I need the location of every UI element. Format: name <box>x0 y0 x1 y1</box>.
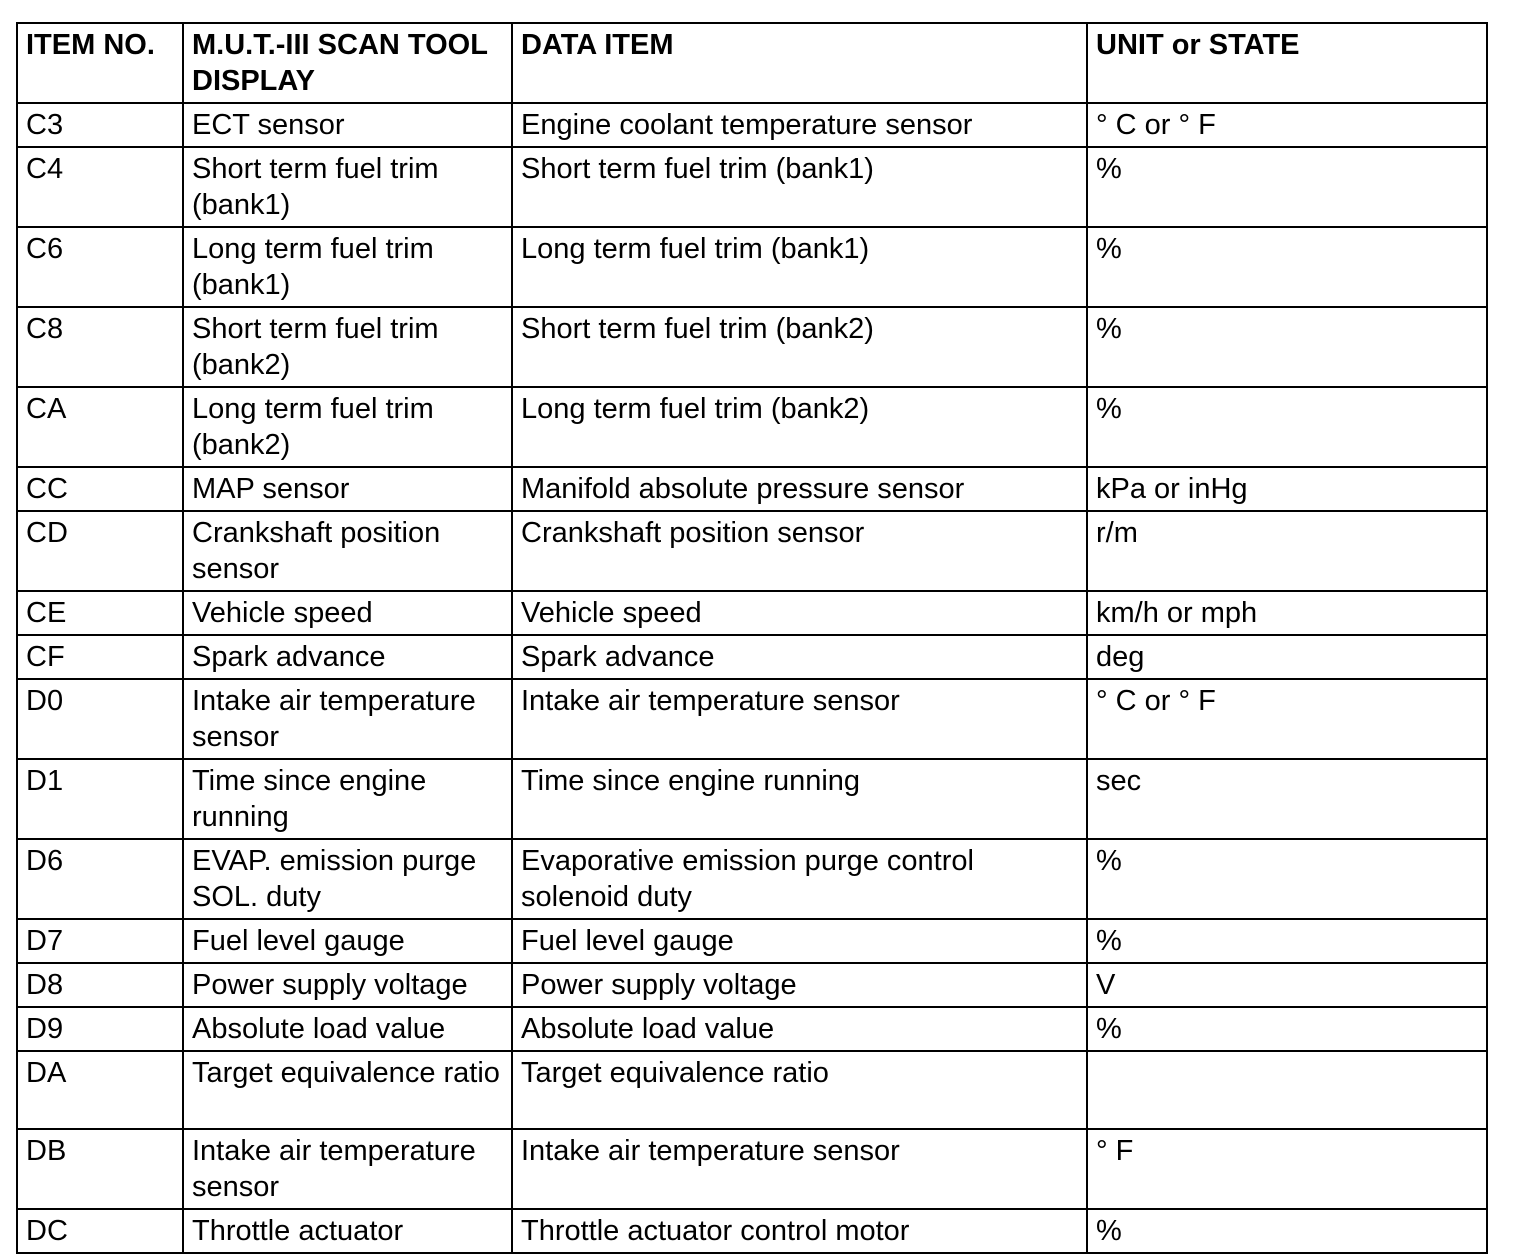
cell-display: Target equivalence ratio <box>183 1051 512 1129</box>
cell-item-no: C3 <box>17 103 183 147</box>
cell-data-item: Intake air temperature sensor <box>512 1129 1087 1209</box>
cell-display: Throttle actuator <box>183 1209 512 1253</box>
cell-data-item: Long term fuel trim (bank2) <box>512 387 1087 467</box>
cell-data-item: Long term fuel trim (bank1) <box>512 227 1087 307</box>
scan-tool-data-table <box>16 22 1488 1254</box>
cell-display: MAP sensor <box>183 467 512 511</box>
cell-data-item: Evaporative emission purge control solenoid duty <box>512 839 1087 919</box>
cell-unit: % <box>1087 1007 1487 1051</box>
cell-item-no: D7 <box>17 919 183 963</box>
cell-display: Crankshaft position sensor <box>183 511 512 591</box>
header-unit-or-state: UNIT or STATE <box>1087 23 1487 103</box>
cell-item-no: DA <box>17 1051 183 1129</box>
cell-item-no: D8 <box>17 963 183 1007</box>
cell-unit: ° C or ° F <box>1087 103 1487 147</box>
cell-data-item: Engine coolant temperature sensor <box>512 103 1087 147</box>
cell-unit: km/h or mph <box>1087 591 1487 635</box>
cell-item-no: C8 <box>17 307 183 387</box>
cell-item-no: DC <box>17 1209 183 1253</box>
cell-item-no: CC <box>17 467 183 511</box>
cell-unit: % <box>1087 1209 1487 1253</box>
table-row <box>17 1007 1487 1051</box>
cell-display: Short term fuel trim (bank2) <box>183 307 512 387</box>
cell-unit: % <box>1087 839 1487 919</box>
cell-unit: ° C or ° F <box>1087 679 1487 759</box>
cell-unit: sec <box>1087 759 1487 839</box>
cell-data-item: Absolute load value <box>512 1007 1087 1051</box>
cell-unit: % <box>1087 919 1487 963</box>
cell-unit: deg <box>1087 635 1487 679</box>
cell-display: Power supply voltage <box>183 963 512 1007</box>
cell-display: EVAP. emission purge SOL. duty <box>183 839 512 919</box>
table-row <box>17 103 1487 147</box>
cell-unit: % <box>1087 387 1487 467</box>
cell-item-no: D9 <box>17 1007 183 1051</box>
table-row <box>17 759 1487 839</box>
cell-display: Long term fuel trim (bank1) <box>183 227 512 307</box>
table-row <box>17 307 1487 387</box>
cell-item-no: CA <box>17 387 183 467</box>
cell-item-no: CE <box>17 591 183 635</box>
table-row <box>17 919 1487 963</box>
cell-display: Absolute load value <box>183 1007 512 1051</box>
cell-data-item: Fuel level gauge <box>512 919 1087 963</box>
cell-display: Vehicle speed <box>183 591 512 635</box>
table-row <box>17 591 1487 635</box>
cell-display: Intake air temperature sensor <box>183 1129 512 1209</box>
cell-data-item: Target equivalence ratio <box>512 1051 1087 1129</box>
cell-data-item: Crankshaft position sensor <box>512 511 1087 591</box>
cell-item-no: C6 <box>17 227 183 307</box>
cell-item-no: C4 <box>17 147 183 227</box>
table-row <box>17 1051 1487 1129</box>
table-row <box>17 387 1487 467</box>
cell-display: Fuel level gauge <box>183 919 512 963</box>
cell-data-item: Vehicle speed <box>512 591 1087 635</box>
cell-data-item: Short term fuel trim (bank2) <box>512 307 1087 387</box>
header-data-item: DATA ITEM <box>512 23 1087 103</box>
header-scan-tool-display: M.U.T.-III SCAN TOOL DISPLAY <box>183 23 512 103</box>
table-row <box>17 635 1487 679</box>
cell-data-item: Power supply voltage <box>512 963 1087 1007</box>
cell-unit <box>1087 1051 1487 1129</box>
cell-unit: ° F <box>1087 1129 1487 1209</box>
cell-item-no: CD <box>17 511 183 591</box>
cell-display: Time since engine running <box>183 759 512 839</box>
table-row <box>17 227 1487 307</box>
cell-item-no: D0 <box>17 679 183 759</box>
table-row <box>17 839 1487 919</box>
table-row <box>17 1129 1487 1209</box>
cell-display: ECT sensor <box>183 103 512 147</box>
table-row <box>17 147 1487 227</box>
table-row <box>17 679 1487 759</box>
cell-unit: % <box>1087 227 1487 307</box>
cell-data-item: Time since engine running <box>512 759 1087 839</box>
cell-unit: r/m <box>1087 511 1487 591</box>
cell-display: Intake air temperature sensor <box>183 679 512 759</box>
cell-data-item: Spark advance <box>512 635 1087 679</box>
cell-data-item: Manifold absolute pressure sensor <box>512 467 1087 511</box>
cell-item-no: DB <box>17 1129 183 1209</box>
table-row <box>17 511 1487 591</box>
cell-unit: kPa or inHg <box>1087 467 1487 511</box>
table-row <box>17 467 1487 511</box>
cell-item-no: D1 <box>17 759 183 839</box>
cell-display: Spark advance <box>183 635 512 679</box>
table-row <box>17 963 1487 1007</box>
cell-unit: % <box>1087 307 1487 387</box>
cell-display: Long term fuel trim (bank2) <box>183 387 512 467</box>
cell-display: Short term fuel trim (bank1) <box>183 147 512 227</box>
cell-unit: V <box>1087 963 1487 1007</box>
table-row <box>17 1209 1487 1253</box>
cell-item-no: CF <box>17 635 183 679</box>
header-row <box>17 23 1487 103</box>
cell-data-item: Short term fuel trim (bank1) <box>512 147 1087 227</box>
header-item-no: ITEM NO. <box>17 23 183 103</box>
cell-data-item: Intake air temperature sensor <box>512 679 1087 759</box>
cell-data-item: Throttle actuator control motor <box>512 1209 1087 1253</box>
cell-unit: % <box>1087 147 1487 227</box>
cell-item-no: D6 <box>17 839 183 919</box>
